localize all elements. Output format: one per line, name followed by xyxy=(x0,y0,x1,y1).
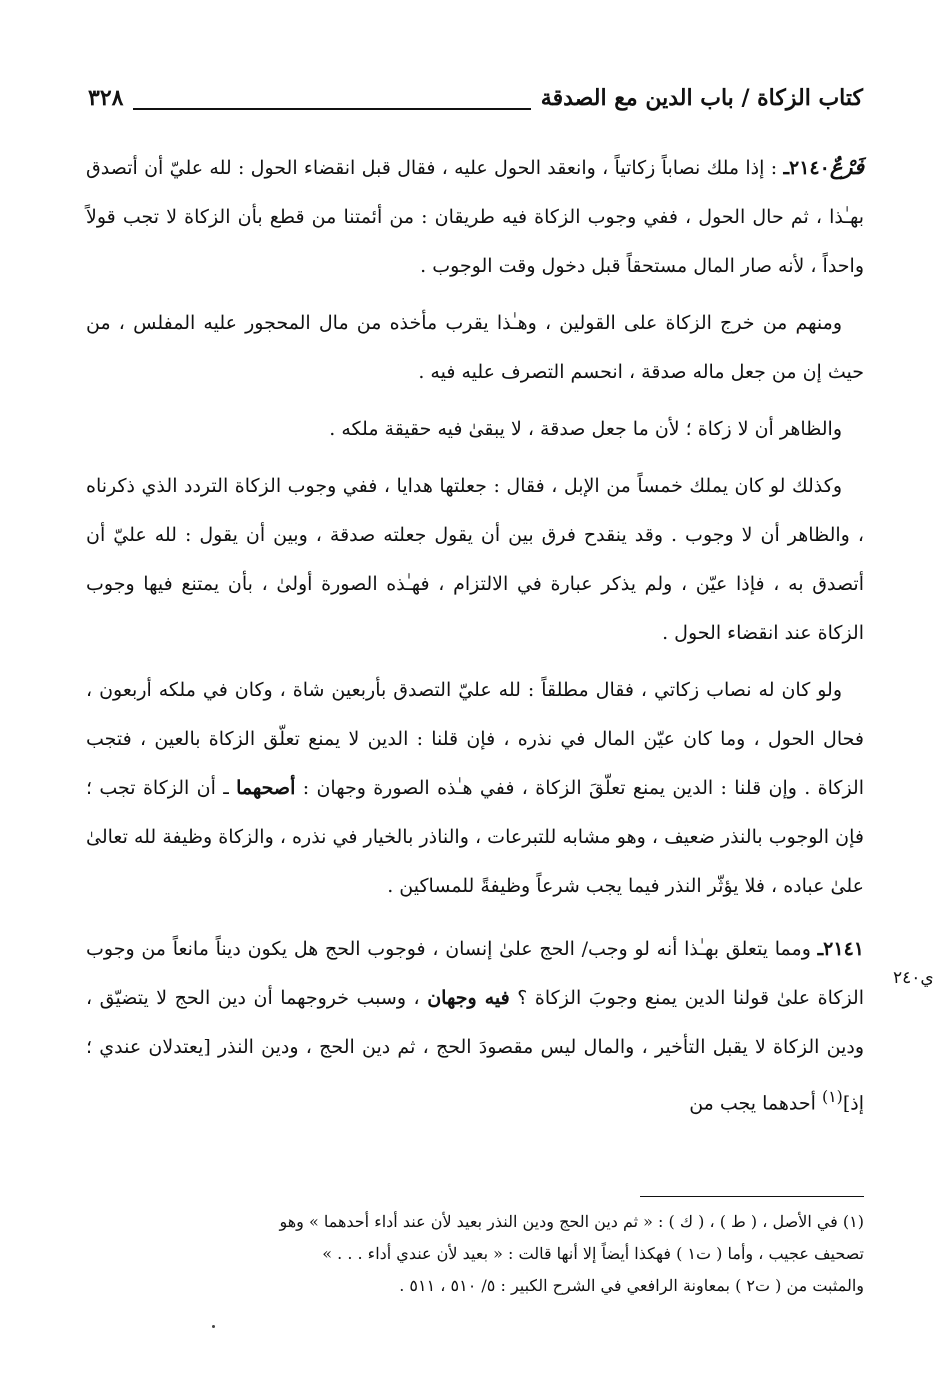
bold-term: فيه وجهان xyxy=(427,987,510,1009)
margin-reference: ي٢٤٠ xyxy=(893,968,934,988)
running-title: كتاب الزكاة / باب الدين مع الصدقة xyxy=(540,85,863,111)
header-rule xyxy=(133,108,530,110)
paragraph-text: : إذا ملك نصاباً زكاتياً ، وانعقد الحول عليه ، فقال قبل انقضاء الحول : لله عليّ أن أتصدق بهـٰذا ، ثم حال الحول ، ففي وجوب الزكاة فيه طريقان : من أئمتنا من قطع بأن الزكاة لا تجب قولاً واحداً ، لأنه صار المال مستحقاً قبل دخول وقت الوجوب . xyxy=(86,157,864,277)
issue-number: ٢١٤١ـ xyxy=(817,938,864,960)
bold-term: أصحهما xyxy=(236,777,296,799)
ink-dot xyxy=(212,1325,215,1328)
paragraph: والظاهر أن لا زكاة ؛ لأن ما جعل صدقة ، لا يبقىٰ فيه حقيقة ملكه . xyxy=(329,418,842,440)
paragraph: ومنهم من خرج الزكاة على القولين ، وهـٰذا يقرب مأخذه من مال المحجور عليه المفلس ، من حيث إن من جعل ماله صدقة ، انحسم التصرف عليه فيه . xyxy=(86,312,864,383)
paragraph-2140 xyxy=(86,142,864,291)
footnote-ref[interactable]: (١) xyxy=(821,1087,843,1106)
paragraph: وكذلك لو كان يملك خمساً من الإبل ، فقال : جعلتها هدايا ، ففي وجوب الزكاة التردد الذي ذكرناه ، والظاهر أن لا وجوب . وقد ينقدح فرق بين أن يقول جعلته صدقة ، وبين أن يقول : لله عليّ أن أتصدق به ، فإذا عيّن ، ولم يذكر عبارة في الالتزام ، فهـٰذه الصورة أولىٰ ، بأن يمتنع فيها وجوب الزكاة عند انقضاء الحول . xyxy=(86,475,864,644)
paragraph-text: أحدهما يجب من xyxy=(689,1092,822,1115)
page-number: ٣٢٨ xyxy=(88,85,124,111)
main-text xyxy=(86,142,864,1136)
paragraph xyxy=(86,666,864,911)
footnote-separator xyxy=(640,1196,864,1197)
page-header xyxy=(88,78,863,118)
branch-label: فَرْعٌ xyxy=(829,154,864,179)
paragraph-text: ومما يتعلق بهـٰذا أنه لو وجب/ الحج علىٰ إنسان ، فوجوب الحج هل يكون ديناً مانعاً من وجوب الزكاة علىٰ قولنا الدين يمنع وجوبَ الزكاة ؟ xyxy=(86,938,864,1009)
footnote-line: (١) في الأصل ، ( ط ) ، ( ك ) : « ثم دين الحج ودين النذر بعيد لأن عند أداء أحدهما » وهو xyxy=(279,1212,864,1231)
footnote-line: والمثبت من ( ت٢ ) بمعاونة الرافعي في الشرح الكبير : ٥/ ٥١٠ ، ٥١١ . xyxy=(399,1276,864,1295)
issue-number: ٢١٤٠ـ xyxy=(783,157,830,179)
paragraph-text: ـ أن الزكاة تجب ؛ فإن الوجوب بالنذر ضعيف ، وهو مشابه للتبرعات ، والناذر بالخيار في نذره ، والزكاة وظيفة لله تعالىٰ علىٰ عباده ، فلا يؤثّر النذر فيما يجب شرعاً وظيفةً للمساكين . xyxy=(86,777,864,897)
paragraph-2141 xyxy=(86,925,864,1128)
paragraph-text: ولو كان له نصاب زكاتي ، فقال مطلقاً : لله عليّ التصدق بأربعين شاة ، وكان في ملكه أربعون ، فحال الحول ، وما كان عيّن المال في نذره ، فإن قلنا : الدين لا يمنع تعلّق الزكاة بالعين ، فتجب الزكاة . وإن قلنا : الدين يمنع تعلّقَ الزكاة ، ففي هـٰذه الصورة وجهان : xyxy=(86,679,864,799)
footnotes xyxy=(86,1206,864,1302)
footnote-line: تصحيف عجيب ، وأما ( ت١ ) فهكذا أيضاً إلا أنها قالت : « بعيد لأن عندي أداء . . . » xyxy=(322,1244,864,1263)
paragraph-text: ، وسبب خروجهما أن دين الحج لا يتضيّق ، ودين الزكاة لا يقبل التأخير ، والمال ليس مقصودَ الحج ، ثم دين الحج ، ودين النذر [يعتدلان عندي ؛ إذ] xyxy=(86,987,864,1115)
